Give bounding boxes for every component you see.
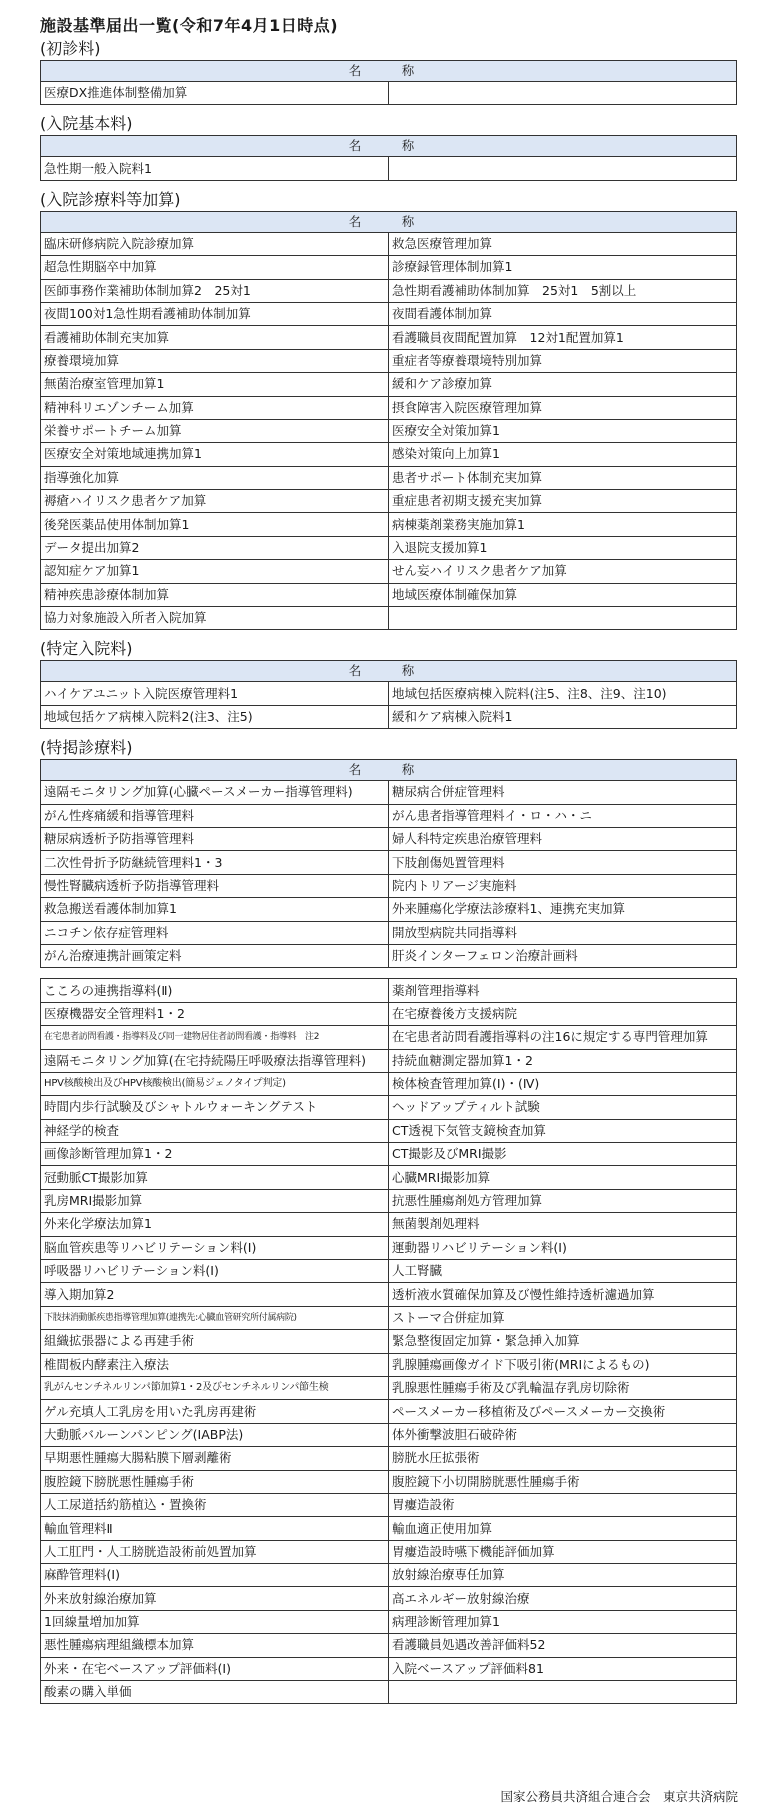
section-title: (入院診療料等加算) — [40, 189, 181, 209]
table-cell — [389, 82, 737, 105]
table-cell: 病理診断管理加算1 — [389, 1610, 737, 1633]
table-row — [41, 1657, 737, 1680]
table-cell: 褥瘡ハイリスク患者ケア加算 — [41, 490, 389, 513]
table-cell — [389, 157, 737, 180]
table-row — [41, 82, 737, 105]
table-row — [41, 1634, 737, 1657]
table-cell: 在宅療養後方支援病院 — [389, 1002, 737, 1025]
table-cell: 救急搬送看護体制加算1 — [41, 898, 389, 921]
document-page — [40, 14, 737, 1704]
table-row — [41, 1166, 737, 1189]
column-header: 名 称 — [41, 211, 737, 232]
table-cell: 緩和ケア病棟入院料1 — [389, 705, 737, 728]
table-cell: 摂食障害入院医療管理加算 — [389, 396, 737, 419]
table-cell: 人工尿道括約筋植込・置換術 — [41, 1493, 389, 1516]
table-cell: 人工肛門・人工膀胱造設術前処置加算 — [41, 1540, 389, 1563]
table-cell: せん妄ハイリスク患者ケア加算 — [389, 560, 737, 583]
table-row — [41, 1517, 737, 1540]
table-cell: 臨床研修病院入院診療加算 — [41, 232, 389, 255]
section-table — [40, 759, 737, 968]
table-cell: 病棟薬剤業務実施加算1 — [389, 513, 737, 536]
table-cell: 看護職員夜間配置加算 12対1配置加算1 — [389, 326, 737, 349]
table-row — [41, 1213, 737, 1236]
table-row — [41, 1470, 737, 1493]
section-title: (初診料) — [40, 39, 101, 58]
table-cell: 協力対象施設入所者入院加算 — [41, 607, 389, 630]
table-cell: 地域医療体制確保加算 — [389, 583, 737, 606]
table-row — [41, 1096, 737, 1119]
table-row — [41, 1610, 737, 1633]
table-cell: 持続血糖測定器加算1・2 — [389, 1049, 737, 1072]
table-row — [41, 1143, 737, 1166]
table-cell: 心臓MRI撮影加算 — [389, 1166, 737, 1189]
table-row — [41, 1681, 737, 1704]
table-cell: 抗悪性腫瘍剤処方管理加算 — [389, 1189, 737, 1212]
table-row — [41, 607, 737, 630]
table-cell: 在宅患者訪問看護指導料の注16に規定する専門管理加算 — [389, 1026, 737, 1049]
table-cell: 慢性腎臓病透析予防指導管理料 — [41, 874, 389, 897]
table-cell: 時間内歩行試験及びシャトルウォーキングテスト — [41, 1096, 389, 1119]
table-cell: がん性疼痛緩和指導管理料 — [41, 804, 389, 827]
section-title: (特掲診療料) — [40, 738, 133, 758]
table-row — [41, 1260, 737, 1283]
table-row — [41, 979, 737, 1002]
spacer — [40, 105, 737, 113]
table-row — [41, 232, 737, 255]
table-cell: 緊急整復固定加算・緊急挿入加算 — [389, 1330, 737, 1353]
spacer — [40, 630, 737, 638]
section-table — [40, 211, 737, 631]
table-cell: CT透視下気管支鏡検査加算 — [389, 1119, 737, 1142]
table-cell: 遠隔モニタリング加算(心臓ペースメーカー指導管理料) — [41, 781, 389, 804]
table-row — [41, 396, 737, 419]
table-row — [41, 851, 737, 874]
table-cell: ゲル充填人工乳房を用いた乳房再建術 — [41, 1400, 389, 1423]
table-cell: 脳血管疾患等リハビリテーション料(Ⅰ) — [41, 1236, 389, 1259]
table-cell: 麻酔管理料(Ⅰ) — [41, 1564, 389, 1587]
table-cell: ペースメーカー移植術及びペースメーカー交換術 — [389, 1400, 737, 1423]
table-cell: 重症患者初期支援充実加算 — [389, 490, 737, 513]
table-row — [41, 1540, 737, 1563]
table-cell: 外来放射線治療加算 — [41, 1587, 389, 1610]
table-row — [41, 536, 737, 559]
column-header: 名 称 — [41, 136, 737, 157]
footer-credit: 国家公務員共済組合連合会 東京共済病院 — [500, 1789, 738, 1804]
table-cell: 療養環境加算 — [41, 349, 389, 372]
table-cell: 外来・在宅ベースアップ評価料(Ⅰ) — [41, 1657, 389, 1680]
table-row — [41, 1002, 737, 1025]
table-cell: 肝炎インターフェロン治療計画料 — [389, 944, 737, 967]
table-cell: 婦人科特定疾患治療管理料 — [389, 827, 737, 850]
table-cell: 輸血管理料Ⅱ — [41, 1517, 389, 1540]
table-row — [41, 466, 737, 489]
table-cell: 画像診断管理加算1・2 — [41, 1143, 389, 1166]
table-cell: 指導強化加算 — [41, 466, 389, 489]
table-row — [41, 1049, 737, 1072]
table-row — [41, 583, 737, 606]
sections-container — [40, 38, 737, 968]
table-cell: 二次性骨折予防継続管理料1・3 — [41, 851, 389, 874]
table-cell: 胃瘻造設術 — [389, 1493, 737, 1516]
table-cell: 医療安全対策地域連携加算1 — [41, 443, 389, 466]
table-cell: 胃瘻造設時嚥下機能評価加算 — [389, 1540, 737, 1563]
table-cell: 看護職員処遇改善評価料52 — [389, 1634, 737, 1657]
table-cell: 椎間板内酵素注入療法 — [41, 1353, 389, 1376]
spacer — [40, 729, 737, 737]
table-cell: 医療安全対策加算1 — [389, 419, 737, 442]
table-cell: 後発医薬品使用体制加算1 — [41, 513, 389, 536]
table-cell: 組織拡張器による再建手術 — [41, 1330, 389, 1353]
table-row — [41, 921, 737, 944]
table-cell: 入院ベースアップ評価料81 — [389, 1657, 737, 1680]
table-cell: 外来化学療法加算1 — [41, 1213, 389, 1236]
table-row — [41, 682, 737, 705]
table-header-row — [41, 136, 737, 157]
table-cell: 認知症ケア加算1 — [41, 560, 389, 583]
table-header-row — [41, 661, 737, 682]
table-cell: 医師事務作業補助体制加算2 25対1 — [41, 279, 389, 302]
table-row — [41, 1376, 737, 1399]
table-cell: データ提出加算2 — [41, 536, 389, 559]
table-cell: がん治療連携計画策定料 — [41, 944, 389, 967]
section-table — [40, 135, 737, 180]
table-cell: 人工腎臓 — [389, 1260, 737, 1283]
table-row — [41, 490, 737, 513]
table-cell: 地域包括ケア病棟入院料2(注3、注5) — [41, 705, 389, 728]
table-cell: ニコチン依存症管理料 — [41, 921, 389, 944]
table-cell: 導入期加算2 — [41, 1283, 389, 1306]
table-row — [41, 1353, 737, 1376]
continuation-table — [40, 978, 737, 1704]
table-cell: ヘッドアップティルト試験 — [389, 1096, 737, 1119]
table-row — [41, 1306, 737, 1329]
table-cell: 透析液水質確保加算及び慢性維持透析濾過加算 — [389, 1283, 737, 1306]
table-row — [41, 1119, 737, 1142]
table-cell: 酸素の購入単価 — [41, 1681, 389, 1704]
table-cell: 腹腔鏡下膀胱悪性腫瘍手術 — [41, 1470, 389, 1493]
table-header-row — [41, 760, 737, 781]
table-row — [41, 1400, 737, 1423]
table-row — [41, 781, 737, 804]
table-row — [41, 1189, 737, 1212]
table-cell: ストーマ合併症加算 — [389, 1306, 737, 1329]
spacer — [40, 968, 737, 978]
table-cell: 腹腔鏡下小切開膀胱悪性腫瘍手術 — [389, 1470, 737, 1493]
table-row — [41, 1447, 737, 1470]
table-row — [41, 373, 737, 396]
table-cell: 検体検査管理加算(Ⅰ)・(Ⅳ) — [389, 1072, 737, 1095]
table-row — [41, 349, 737, 372]
table-cell: 乳がんセンチネルリンパ節加算1・2及びセンチネルリンパ節生検 — [41, 1376, 389, 1399]
table-row — [41, 157, 737, 180]
table-cell: 高エネルギー放射線治療 — [389, 1587, 737, 1610]
spacer — [40, 181, 737, 189]
table-cell: 栄養サポートチーム加算 — [41, 419, 389, 442]
table-row — [41, 1587, 737, 1610]
section-table — [40, 660, 737, 729]
table-cell: 遠隔モニタリング加算(在宅持続陽圧呼吸療法指導管理料) — [41, 1049, 389, 1072]
table-row — [41, 1072, 737, 1095]
table-cell: 医療DX推進体制整備加算 — [41, 82, 389, 105]
table-header-row — [41, 61, 737, 82]
table-cell: 開放型病院共同指導料 — [389, 921, 737, 944]
table-row — [41, 705, 737, 728]
table-row — [41, 1564, 737, 1587]
table-cell: 医療機器安全管理料1・2 — [41, 1002, 389, 1025]
table-row — [41, 443, 737, 466]
table-row — [41, 804, 737, 827]
table-cell: 下肢創傷処置管理料 — [389, 851, 737, 874]
column-header: 名 称 — [41, 661, 737, 682]
table-cell: 運動器リハビリテーション料(Ⅰ) — [389, 1236, 737, 1259]
column-header: 名 称 — [41, 760, 737, 781]
table-row — [41, 1423, 737, 1446]
table-cell: 輸血適正使用加算 — [389, 1517, 737, 1540]
table-row — [41, 560, 737, 583]
table-cell: 精神科リエゾンチーム加算 — [41, 396, 389, 419]
table-cell: 下肢抹消動脈疾患指導管理加算(連携先:心臓血管研究所付属病院) — [41, 1306, 389, 1329]
table-row — [41, 1236, 737, 1259]
table-cell: 1回線量増加加算 — [41, 1610, 389, 1633]
page-title: 施設基準届出一覧(令和7年4月1日時点) — [40, 16, 339, 35]
table-row — [41, 1330, 737, 1353]
table-cell: 救急医療管理加算 — [389, 232, 737, 255]
table-cell — [389, 607, 737, 630]
table-cell: 緩和ケア診療加算 — [389, 373, 737, 396]
table-row — [41, 326, 737, 349]
table-cell: 乳腺腫瘍画像ガイド下吸引術(MRIによるもの) — [389, 1353, 737, 1376]
table-header-row — [41, 211, 737, 232]
table-cell: 無菌治療室管理加算1 — [41, 373, 389, 396]
table-cell: 患者サポート体制充実加算 — [389, 466, 737, 489]
table-cell: 在宅患者訪問看護・指導料及び同一建物居住者訪問看護・指導料 注2 — [41, 1026, 389, 1049]
table-row — [41, 1283, 737, 1306]
table-cell: 精神疾患診療体制加算 — [41, 583, 389, 606]
table-cell: 超急性期脳卒中加算 — [41, 256, 389, 279]
table-cell: CT撮影及びMRI撮影 — [389, 1143, 737, 1166]
table-row — [41, 279, 737, 302]
table-cell: こころの連携指導料(Ⅱ) — [41, 979, 389, 1002]
column-header: 名 称 — [41, 61, 737, 82]
table-cell: 薬剤管理指導料 — [389, 979, 737, 1002]
table-row — [41, 1493, 737, 1516]
table-row — [41, 419, 737, 442]
table-row — [41, 874, 737, 897]
table-cell: 放射線治療専任加算 — [389, 1564, 737, 1587]
table-cell: ハイケアユニット入院医療管理料1 — [41, 682, 389, 705]
table-cell: 悪性腫瘍病理組織標本加算 — [41, 1634, 389, 1657]
table-cell: 大動脈バルーンパンピング(IABP法) — [41, 1423, 389, 1446]
section-title: (入院基本料) — [40, 114, 133, 134]
table-row — [41, 256, 737, 279]
table-cell: 乳腺悪性腫瘍手術及び乳輪温存乳房切除術 — [389, 1376, 737, 1399]
table-row — [41, 1026, 737, 1049]
table-cell: 呼吸器リハビリテーション料(Ⅰ) — [41, 1260, 389, 1283]
table-row — [41, 898, 737, 921]
table-cell: 神経学的検査 — [41, 1119, 389, 1142]
table-cell — [389, 1681, 737, 1704]
table-cell: 感染対策向上加算1 — [389, 443, 737, 466]
table-cell: 急性期一般入院料1 — [41, 157, 389, 180]
table-cell: がん患者指導管理料イ・ロ・ハ・ニ — [389, 804, 737, 827]
table-row — [41, 302, 737, 325]
table-cell: 外来腫瘍化学療法診療料1、連携充実加算 — [389, 898, 737, 921]
table-cell: 重症者等療養環境特別加算 — [389, 349, 737, 372]
section-table — [40, 60, 737, 105]
table-row — [41, 513, 737, 536]
table-cell: 院内トリアージ実施料 — [389, 874, 737, 897]
table-row — [41, 827, 737, 850]
table-cell: 看護補助体制充実加算 — [41, 326, 389, 349]
table-cell: 早期悪性腫瘍大腸粘膜下層剥離術 — [41, 1447, 389, 1470]
table-row — [41, 944, 737, 967]
table-cell: 乳房MRI撮影加算 — [41, 1189, 389, 1212]
table-cell: 膀胱水圧拡張術 — [389, 1447, 737, 1470]
table-cell: 無菌製剤処理料 — [389, 1213, 737, 1236]
table-cell: 地域包括医療病棟入院料(注5、注8、注9、注10) — [389, 682, 737, 705]
table-cell: HPV核酸検出及びHPV核酸検出(簡易ジェノタイプ判定) — [41, 1072, 389, 1095]
table-cell: 体外衝撃波胆石破砕術 — [389, 1423, 737, 1446]
table-cell: 冠動脈CT撮影加算 — [41, 1166, 389, 1189]
section-title: (特定入院料) — [40, 639, 133, 659]
table-cell: 夜間100対1急性期看護補助体制加算 — [41, 302, 389, 325]
table-cell: 入退院支援加算1 — [389, 536, 737, 559]
table-cell: 糖尿病透析予防指導管理料 — [41, 827, 389, 850]
table-cell: 診療録管理体制加算1 — [389, 256, 737, 279]
table-cell: 夜間看護体制加算 — [389, 302, 737, 325]
table-cell: 糖尿病合併症管理料 — [389, 781, 737, 804]
table-cell: 急性期看護補助体制加算 25対1 5割以上 — [389, 279, 737, 302]
